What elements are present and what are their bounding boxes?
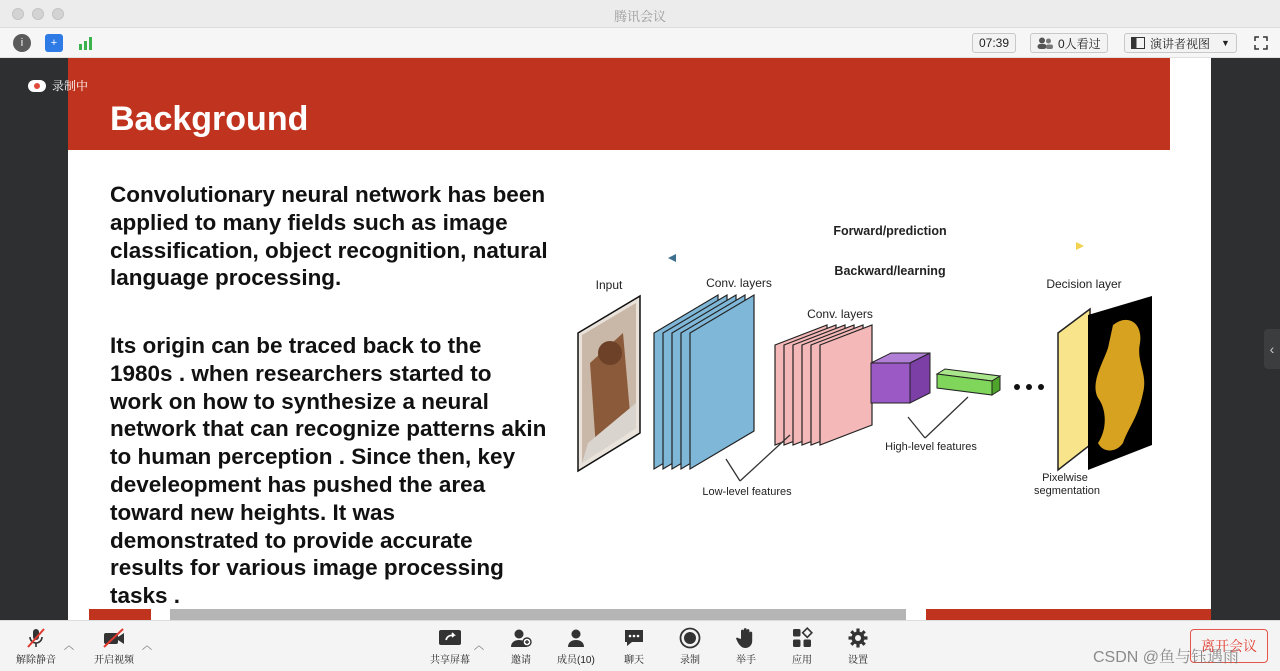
camera-off-icon: [101, 625, 127, 651]
members-label: 成员(10): [557, 655, 595, 666]
fullscreen-icon[interactable]: [1252, 34, 1270, 52]
window-title: 腾讯会议: [613, 9, 666, 24]
add-person-icon: [508, 625, 534, 651]
recording-indicator[interactable]: [28, 77, 88, 94]
slide-footer-bar-left: [89, 609, 151, 620]
collapse-sidebar-button[interactable]: [1264, 329, 1280, 369]
raise-hand-button[interactable]: [733, 625, 759, 666]
pixelwise-label-line1: Pixelwise: [1042, 472, 1088, 484]
audio-options-caret-icon[interactable]: ︿: [64, 641, 74, 652]
backward-arrowhead: [668, 254, 676, 262]
share-screen-button[interactable]: [430, 625, 470, 666]
purple-feature-block: [871, 353, 930, 403]
view-mode-label: 演讲者视图: [1150, 36, 1211, 51]
conv-layers-1-label: Conv. layers: [706, 276, 772, 290]
backward-label: Backward/learning: [834, 264, 946, 278]
input-dog-image: [578, 296, 640, 471]
record-label: 录制: [680, 655, 700, 666]
slide-header-band: [68, 58, 1170, 150]
ellipsis-dots: [1014, 384, 1044, 390]
csdn-watermark: CSDN @鱼与钰遇雨: [1093, 649, 1240, 666]
invite-label: 邀请: [511, 655, 531, 666]
view-mode-dropdown[interactable]: [1124, 33, 1237, 53]
chevron-down-icon: ▼: [1221, 38, 1230, 48]
chat-button[interactable]: [621, 625, 647, 666]
members-button[interactable]: [557, 625, 595, 666]
person-icon: [563, 625, 589, 651]
signal-icon[interactable]: [77, 34, 95, 52]
conv2-plate: [820, 325, 872, 445]
unmute-label: 解除静音: [16, 655, 56, 666]
viewers-label: 0人看过: [1058, 36, 1101, 51]
low-level-features-label: Low-level features: [702, 486, 792, 498]
high-level-features-label: High-level features: [885, 441, 977, 453]
video-options-caret-icon[interactable]: ︿: [142, 641, 152, 652]
share-options-caret-icon[interactable]: ︿: [474, 641, 484, 652]
settings-button[interactable]: [845, 625, 871, 666]
input-label: Input: [595, 278, 623, 292]
slide-paragraph-2: Its origin can be traced back to the 1980s . when researchers started to work on how to synthesize a neural network that can recognize patterns akin to human perception . Since then, key develeopment has pushed the area toward new heights. It was demonstrated to provide accurate results for various image processing tasks .: [110, 333, 547, 609]
leave-meeting-button[interactable]: 离开会议: [1190, 629, 1268, 663]
share-screen-icon: [437, 625, 463, 651]
meeting-toolbar: [0, 28, 1280, 58]
forward-arrowhead: [1076, 242, 1084, 250]
conv-layers-1: [654, 295, 754, 469]
forward-label: Forward/prediction: [833, 224, 947, 238]
mic-muted-icon: [23, 625, 49, 651]
slide-title: Background: [110, 100, 309, 138]
chevron-left-icon: ‹: [1269, 341, 1275, 357]
gear-icon: [845, 625, 871, 651]
conv-layers-2: [775, 325, 872, 445]
start-video-button[interactable]: [94, 625, 134, 666]
hand-icon: [733, 625, 759, 651]
share-screen-label: 共享屏幕: [430, 655, 470, 666]
apps-label: 应用: [792, 655, 812, 666]
layout-icon: [1131, 37, 1145, 49]
apps-grid-icon: [789, 625, 815, 651]
recording-label: 录制中: [52, 79, 89, 93]
record-button[interactable]: [677, 625, 703, 666]
meeting-timer: 07:39: [972, 33, 1016, 53]
start-video-label: 开启视频: [94, 655, 134, 666]
apps-button[interactable]: [789, 625, 815, 666]
decision-layer-label: Decision layer: [1046, 277, 1122, 291]
info-icon[interactable]: i: [13, 34, 31, 52]
raise-hand-label: 举手: [736, 655, 756, 666]
settings-label: 设置: [848, 655, 868, 666]
window-titlebar: [0, 0, 1280, 28]
green-feature-block: [937, 369, 1000, 395]
viewers-button[interactable]: [1030, 33, 1108, 53]
pixelwise-label-line2: segmentation: [1033, 485, 1101, 497]
record-icon: [677, 625, 703, 651]
shield-icon[interactable]: +: [45, 34, 63, 52]
cnn-diagram: [568, 213, 1168, 513]
chat-bubble-icon: [621, 625, 647, 651]
people-icon: [1037, 37, 1053, 49]
high-level-feature-arrows: [908, 397, 968, 438]
invite-button[interactable]: [508, 625, 534, 666]
cloud-record-icon: [28, 80, 46, 92]
meeting-controls-bar: [0, 620, 1280, 671]
conv-layers-2-label: Conv. layers: [807, 307, 873, 321]
slide-footer-bar-right: [926, 609, 1211, 620]
slide-paragraph-1: Convolutionary neural network has been applied to many fields such as image classification, object recognition, natural language processing.: [110, 182, 548, 291]
unmute-button[interactable]: [16, 625, 56, 666]
chat-label: 聊天: [624, 655, 644, 666]
decision-layer: [1058, 296, 1152, 470]
slide-footer-bar-middle: [170, 609, 906, 620]
shared-slide: [68, 58, 1211, 620]
